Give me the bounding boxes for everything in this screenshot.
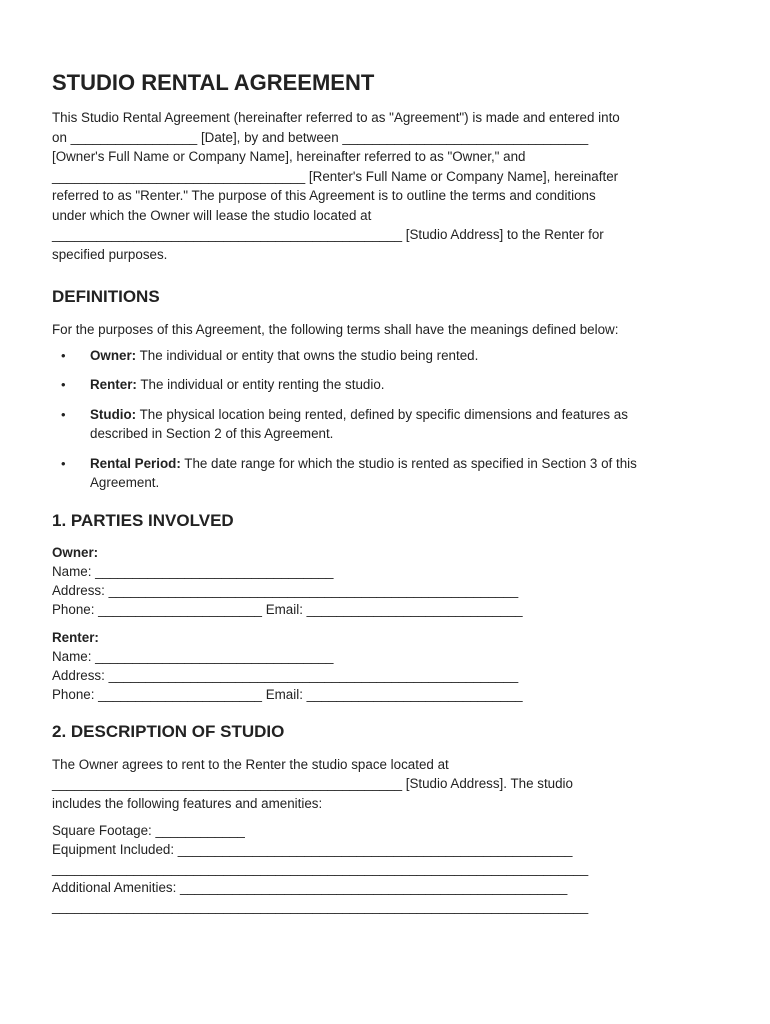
bullet-icon: • [61, 377, 66, 392]
parties-heading: 1. PARTIES INVOLVED [52, 510, 234, 530]
intro-line: _______________________________________________ [Studio Address] to the Renter for [52, 227, 604, 242]
definitions-heading: DEFINITIONS [52, 287, 160, 306]
document-content [52, 70, 720, 916]
owner-block [52, 544, 720, 619]
definition-term: Studio: [90, 406, 137, 422]
intro-line: This Studio Rental Agreement (hereinafter referred to as "Agreement") is made and entered into [52, 110, 620, 125]
description-line: The Owner agrees to rent to the Renter the studio space located at [52, 756, 449, 772]
intro-line: __________________________________ [Renter's Full Name or Company Name], hereinafter [52, 168, 619, 184]
renter-name-field[interactable]: Name: ________________________________ [52, 648, 334, 664]
bullet-icon: • [61, 347, 66, 363]
renter-label: Renter: [52, 629, 99, 645]
description-line: includes the following features and amenities: [52, 795, 323, 811]
intro-paragraph [52, 108, 720, 264]
renter-phone-email-field[interactable]: Phone: ______________________ Email: _____________________________ [52, 686, 523, 702]
owner-address-field[interactable]: Address: _______________________________________________________ [52, 582, 519, 598]
intro-line: specified purposes. [52, 246, 168, 262]
intro-line: referred to as "Renter." The purpose of this Agreement is to outline the terms and conditions [52, 188, 596, 203]
definition-item-owner [52, 346, 720, 366]
owner-label: Owner: [52, 544, 99, 560]
definitions-list [52, 346, 720, 493]
intro-line: under which the Owner will lease the studio located at [52, 207, 372, 223]
definition-item-studio [52, 405, 720, 444]
definition-item-renter [52, 375, 720, 395]
intro-line: on _________________ [Date], by and between _________________________________ [52, 129, 589, 145]
amenities-field-cont[interactable]: ________________________________________________________________________ [52, 899, 589, 914]
definition-text: The date range for which the studio is rented as specified in Section 3 of this [180, 455, 637, 471]
equipment-field[interactable]: Equipment Included: _____________________________________________________ [52, 842, 573, 857]
definitions-lead: For the purposes of this Agreement, the following terms shall have the meanings defined below: [52, 322, 619, 337]
amenities-field[interactable]: Additional Amenities: ____________________________________________________ [52, 880, 568, 895]
renter-block [52, 629, 720, 704]
definition-text: The individual or entity renting the studio. [136, 377, 385, 392]
definition-text-cont: described in Section 2 of this Agreement. [90, 426, 334, 441]
definition-text: The physical location being rented, defined by specific dimensions and features as [136, 406, 628, 422]
bullet-icon: • [61, 455, 66, 471]
owner-name-field[interactable]: Name: ________________________________ [52, 563, 334, 579]
definition-item-rental-period [52, 454, 720, 493]
definition-text: The individual or entity that owns the studio being rented. [136, 347, 479, 363]
square-footage-field[interactable]: Square Footage: ____________ [52, 823, 245, 838]
description-paragraph [52, 755, 720, 814]
intro-line: [Owner's Full Name or Company Name], hereinafter referred to as "Owner," and [52, 149, 526, 164]
renter-address-field[interactable]: Address: _______________________________________________________ [52, 667, 519, 683]
description-line: _______________________________________________ [Studio Address]. The studio [52, 776, 573, 791]
owner-phone-email-field[interactable]: Phone: ______________________ Email: _____________________________ [52, 601, 523, 617]
definition-term: Renter: [90, 377, 137, 392]
description-heading: 2. DESCRIPTION OF STUDIO [52, 721, 285, 741]
definition-term: Owner: [90, 347, 137, 363]
document-title: STUDIO RENTAL AGREEMENT [52, 70, 375, 95]
definition-term: Rental Period: [90, 455, 181, 471]
equipment-field-cont[interactable]: ________________________________________________________________________ [52, 861, 589, 876]
definition-text-cont: Agreement. [90, 475, 160, 490]
bullet-icon: • [61, 406, 66, 422]
